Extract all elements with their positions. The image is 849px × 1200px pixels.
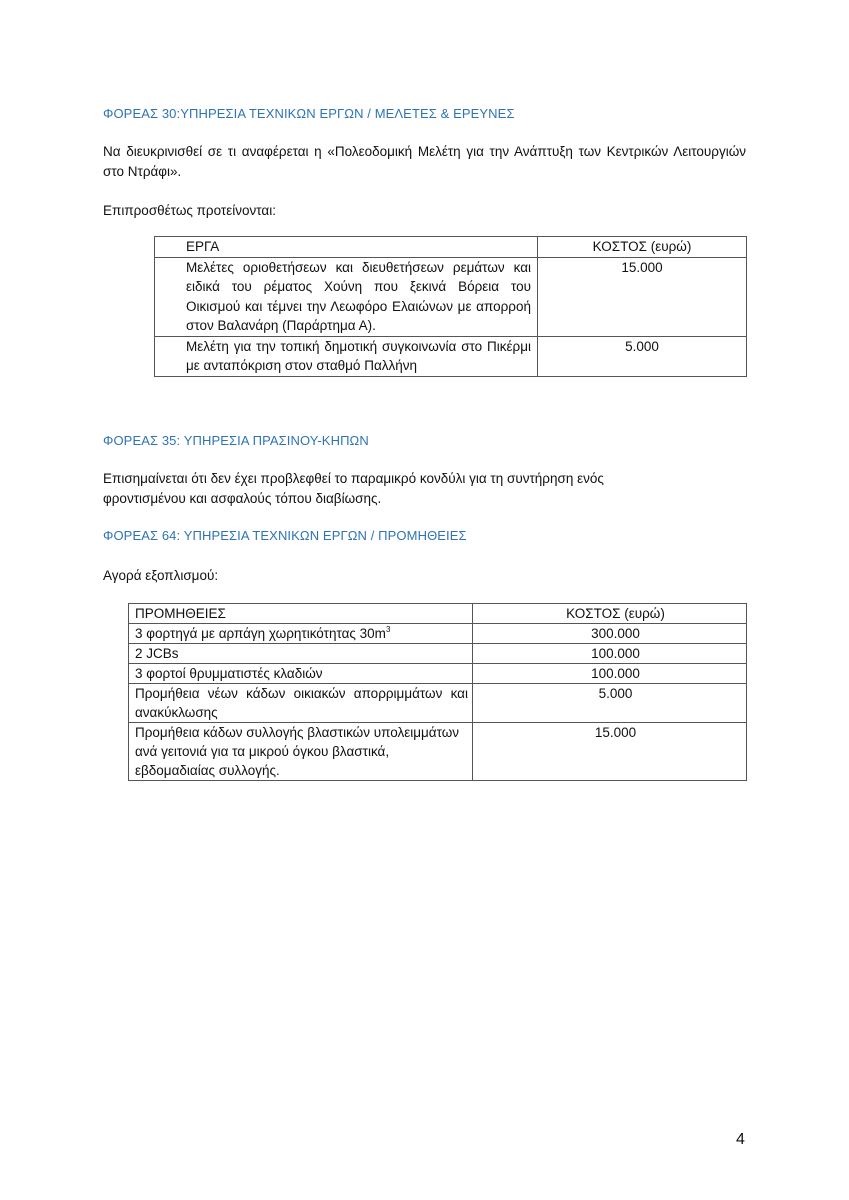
table-cell-description: Προμήθεια νέων κάδων οικιακών απορριμμάτων και ανακύκλωσης (129, 684, 473, 723)
paragraph-clarification: Να διευκρινισθεί σε τι αναφέρεται η «Πολεοδομική Μελέτη για την Ανάπτυξη των Κεντρικών Λειτουργιών στο Ντράφι». (103, 144, 746, 179)
table-cell-description: 2 JCBs (129, 644, 473, 664)
superscript-3: 3 (385, 625, 391, 634)
table-cell-description (129, 624, 473, 644)
table-cell-cost: 5.000 (538, 336, 747, 376)
section-heading-foreas-30: ΦΟΡΕΑΣ 30:ΥΠΗΡΕΣΙΑ ΤΕΧΝΙΚΩΝ ΕΡΓΩΝ / ΜΕΛΕΤΕΣ & ΕΡΕΥΝΕΣ (103, 106, 515, 121)
table-cell-description: 3 φορτοί θρυμματιστές κλαδιών (129, 664, 473, 684)
table-row (129, 684, 747, 723)
table-row (129, 723, 747, 781)
table-cell-cost: 15.000 (538, 257, 747, 336)
works-cost-table (154, 236, 747, 377)
table-header-row (155, 237, 747, 258)
table-cell-cost: 300.000 (473, 624, 747, 644)
table-cell-cost: 5.000 (473, 684, 747, 723)
table-row (129, 664, 747, 684)
paragraph-equipment-intro: Αγορά εξοπλισμού: (103, 568, 219, 583)
table-row (129, 624, 747, 644)
table-row (129, 644, 747, 664)
section-heading-foreas-64: ΦΟΡΕΑΣ 64: ΥΠΗΡΕΣΙΑ ΤΕΧΝΙΚΩΝ ΕΡΓΩΝ / ΠΡΟΜΗΘΕΙΕΣ (103, 528, 467, 543)
table-header-row (129, 604, 747, 624)
table-cell-description: Μελέτες οριοθετήσεων και διευθετήσεων ρεμάτων και ειδικά του ρέματος Χούνη που ξεκινά Βόρεια του Οικισμού και τέμνει την Λεωφόρο Ελαιώνων με απορροή στον Βαλανάρη (Παράρτημα Α). (155, 257, 538, 336)
page-number: 4 (736, 1131, 745, 1148)
table-cell-description: Μελέτη για την τοπική δημοτική συγκοινωνία στο Πικέρμι με ανταπόκριση στον σταθμό Παλλήνη (155, 336, 538, 376)
table-row (155, 257, 747, 336)
table-row (155, 336, 747, 376)
paragraph-intro-proposals: Επιπροσθέτως προτείνονται: (103, 203, 276, 218)
table-header-cost: ΚΟΣΤΟΣ (ευρώ) (473, 604, 747, 624)
table-cell-cost: 15.000 (473, 723, 747, 781)
paragraph-maintenance-note: Επισημαίνεται ότι δεν έχει προβλεφθεί το παραμικρό κονδύλι για τη συντήρηση ενός φροντισμένου και ασφαλούς τόπου διαβίωσης. (103, 471, 604, 506)
table-cell-description: Προμήθεια κάδων συλλογής βλαστικών υπολειμμάτων ανά γειτονιά για τα μικρού όγκου βλαστικά, εβδομαδιαίας συλλογής. (129, 723, 473, 781)
table-header-procurements: ΠΡΟΜΗΘΕΙΕΣ (129, 604, 473, 624)
table-cell-text: 3 φορτηγά με αρπάγη χωρητικότητας 30m (135, 626, 386, 641)
table-header-cost: ΚΟΣΤΟΣ (ευρώ) (538, 237, 747, 258)
table-cell-cost: 100.000 (473, 664, 747, 684)
section-heading-foreas-35: ΦΟΡΕΑΣ 35: ΥΠΗΡΕΣΙΑ ΠΡΑΣΙΝΟΥ-ΚΗΠΩΝ (103, 433, 369, 448)
table-header-works: ΕΡΓΑ (155, 237, 538, 258)
procurement-cost-table (128, 603, 747, 781)
table-cell-cost: 100.000 (473, 644, 747, 664)
